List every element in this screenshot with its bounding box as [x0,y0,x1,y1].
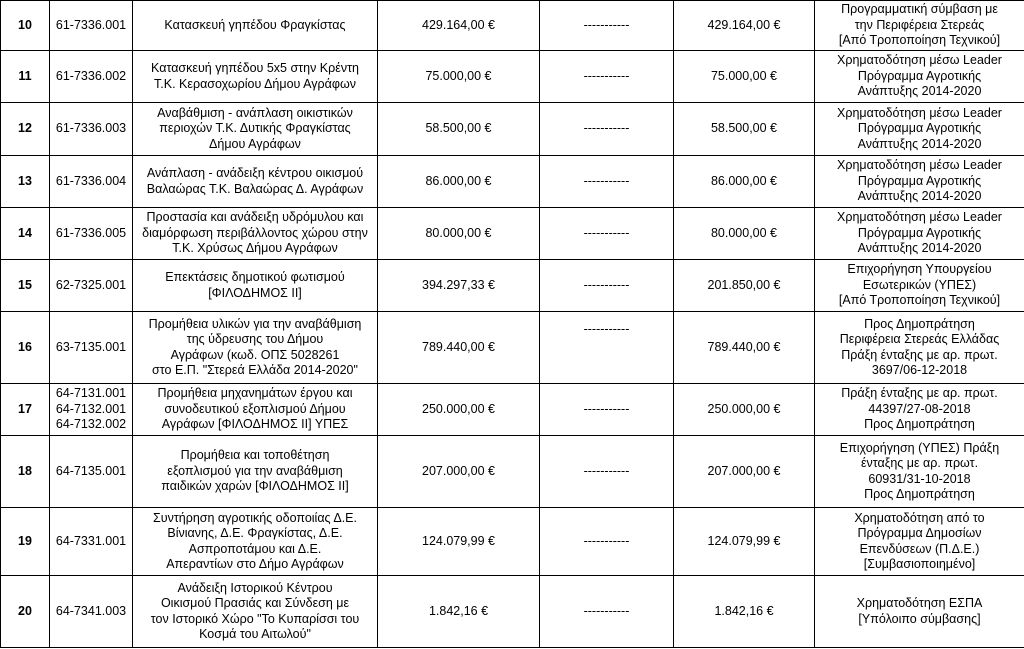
final-amount: 207.000,00 € [674,436,815,508]
table-row [1,51,1024,103]
final-amount: 80.000,00 € [674,208,815,260]
final-amount: 58.500,00 € [674,103,815,156]
budget-code: 64-7331.001 [50,508,133,576]
row-number: 10 [1,1,50,51]
initial-amount: 789.440,00 € [378,312,540,384]
project-description: Προμήθεια μηχανημάτων έργου και συνοδευτικού εξοπλισμού Δήμου Αγράφων [ΦΙΛΟΔΗΜΟΣ ΙΙ] ΥΠΕΣ [133,384,378,436]
table-row [1,260,1024,312]
table-row [1,436,1024,508]
budget-code: 64-7135.001 [50,436,133,508]
final-amount: 429.164,00 € [674,1,815,51]
initial-amount: 429.164,00 € [378,1,540,51]
final-amount: 124.079,99 € [674,508,815,576]
budget-code: 64-7341.003 [50,576,133,648]
final-amount: 789.440,00 € [674,312,815,384]
dash-placeholder: ----------- [540,576,674,648]
row-number: 20 [1,576,50,648]
row-number: 13 [1,156,50,208]
table-row [1,103,1024,156]
final-amount: 86.000,00 € [674,156,815,208]
initial-amount: 207.000,00 € [378,436,540,508]
row-number: 16 [1,312,50,384]
table-row [1,508,1024,576]
funding-note: Προς Δημοπράτηση Περιφέρεια Στερεάς Ελλάδας Πράξη ένταξης με αρ. πρωτ. 3697/06-12-2018 [815,312,1024,384]
initial-amount: 250.000,00 € [378,384,540,436]
dash-placeholder: ----------- [540,1,674,51]
budget-code: 62-7325.001 [50,260,133,312]
initial-amount: 1.842,16 € [378,576,540,648]
funding-note: Επιχορήγηση (ΥΠΕΣ) Πράξη ένταξης με αρ. πρωτ. 60931/31-10-2018 Προς Δημοπράτηση [815,436,1024,508]
funding-note: Προγραμματική σύμβαση με την Περιφέρεια Στερεάς [Από Τροποποίηση Τεχνικού] [815,1,1024,51]
project-description: Συντήρηση αγροτικής οδοποιίας Δ.Ε. Βίνιανης, Δ.Ε. Φραγκίστας, Δ.Ε. Ασπροποτάμου και Δ.Ε. Απεραντίων στο Δήμο Αγράφων [133,508,378,576]
project-description: Προστασία και ανάδειξη υδρόμυλου και διαμόρφωση περιβάλλοντος χώρου στην Τ.Κ. Χρύσως Δήμου Αγράφων [133,208,378,260]
dash-placeholder: ----------- [540,156,674,208]
initial-amount: 394.297,33 € [378,260,540,312]
funding-note: Χρηματοδότηση ΕΣΠΑ [Υπόλοιπο σύμβασης] [815,576,1024,648]
project-description: Προμήθεια και τοποθέτηση εξοπλισμού για την αναβάθμιση παιδικών χαρών [ΦΙΛΟΔΗΜΟΣ ΙΙ] [133,436,378,508]
row-number: 18 [1,436,50,508]
dash-placeholder: ----------- [540,312,674,384]
project-description: Ανάπλαση - ανάδειξη κέντρου οικισμού Βαλαώρας Τ.Κ. Βαλαώρας Δ. Αγράφων [133,156,378,208]
funding-note: Επιχορήγηση Υπουργείου Εσωτερικών (ΥΠΕΣ) [Από Τροποποίηση Τεχνικού] [815,260,1024,312]
project-description: Προμήθεια υλικών για την αναβάθμιση της ύδρευσης του Δήμου Αγράφων (κωδ. ΟΠΣ 5028261 στο Ε.Π. "Στερεά Ελλάδα 2014-2020" [133,312,378,384]
initial-amount: 124.079,99 € [378,508,540,576]
project-description: Επεκτάσεις δημοτικού φωτισμού [ΦΙΛΟΔΗΜΟΣ ΙΙ] [133,260,378,312]
row-number: 11 [1,51,50,103]
table-row [1,208,1024,260]
funding-note: Χρηματοδότηση από το Πρόγραμμα Δημοσίων Επενδύσεων (Π.Δ.Ε.) [Συμβασιοποιημένο] [815,508,1024,576]
initial-amount: 80.000,00 € [378,208,540,260]
budget-code: 61-7336.004 [50,156,133,208]
funding-note: Πράξη ένταξης με αρ. πρωτ. 44397/27-08-2018 Προς Δημοπράτηση [815,384,1024,436]
final-amount: 1.842,16 € [674,576,815,648]
final-amount: 75.000,00 € [674,51,815,103]
dash-placeholder: ----------- [540,208,674,260]
dash-placeholder: ----------- [540,260,674,312]
final-amount: 250.000,00 € [674,384,815,436]
budget-code: 61-7336.001 [50,1,133,51]
funding-note: Χρηματοδότηση μέσω Leader Πρόγραμμα Αγροτικής Ανάπτυξης 2014-2020 [815,156,1024,208]
table-row [1,156,1024,208]
dash-placeholder: ----------- [540,384,674,436]
row-number: 12 [1,103,50,156]
table-row [1,312,1024,384]
funding-note: Χρηματοδότηση μέσω Leader Πρόγραμμα Αγροτικής Ανάπτυξης 2014-2020 [815,208,1024,260]
initial-amount: 58.500,00 € [378,103,540,156]
row-number: 19 [1,508,50,576]
table-row [1,1,1024,51]
dash-placeholder: ----------- [540,436,674,508]
row-number: 14 [1,208,50,260]
budget-code: 61-7336.002 [50,51,133,103]
budget-code: 61-7336.003 [50,103,133,156]
project-description: Κατασκευή γηπέδου Φραγκίστας [133,1,378,51]
funding-note: Χρηματοδότηση μέσω Leader Πρόγραμμα Αγροτικής Ανάπτυξης 2014-2020 [815,103,1024,156]
final-amount: 201.850,00 € [674,260,815,312]
table-row [1,576,1024,648]
row-number: 15 [1,260,50,312]
dash-placeholder: ----------- [540,508,674,576]
initial-amount: 75.000,00 € [378,51,540,103]
initial-amount: 86.000,00 € [378,156,540,208]
project-description: Κατασκευή γηπέδου 5x5 στην Κρέντη Τ.Κ. Κερασοχωρίου Δήμου Αγράφων [133,51,378,103]
table-row [1,384,1024,436]
budget-code: 61-7336.005 [50,208,133,260]
budget-code: 64-7131.001 64-7132.001 64-7132.002 [50,384,133,436]
row-number: 17 [1,384,50,436]
dash-placeholder: ----------- [540,51,674,103]
budget-code: 63-7135.001 [50,312,133,384]
dash-placeholder: ----------- [540,103,674,156]
project-description: Ανάδειξη Ιστορικού Κέντρου Οικισμού Πρασιάς και Σύνδεση με τον Ιστορικό Χώρο "Το Κυπαρίσσι του Κοσμά του Αιτωλού" [133,576,378,648]
funding-note: Χρηματοδότηση μέσω Leader Πρόγραμμα Αγροτικής Ανάπτυξης 2014-2020 [815,51,1024,103]
project-description: Αναβάθμιση - ανάπλαση οικιστικών περιοχών Τ.Κ. Δυτικής Φραγκίστας Δήμου Αγράφων [133,103,378,156]
